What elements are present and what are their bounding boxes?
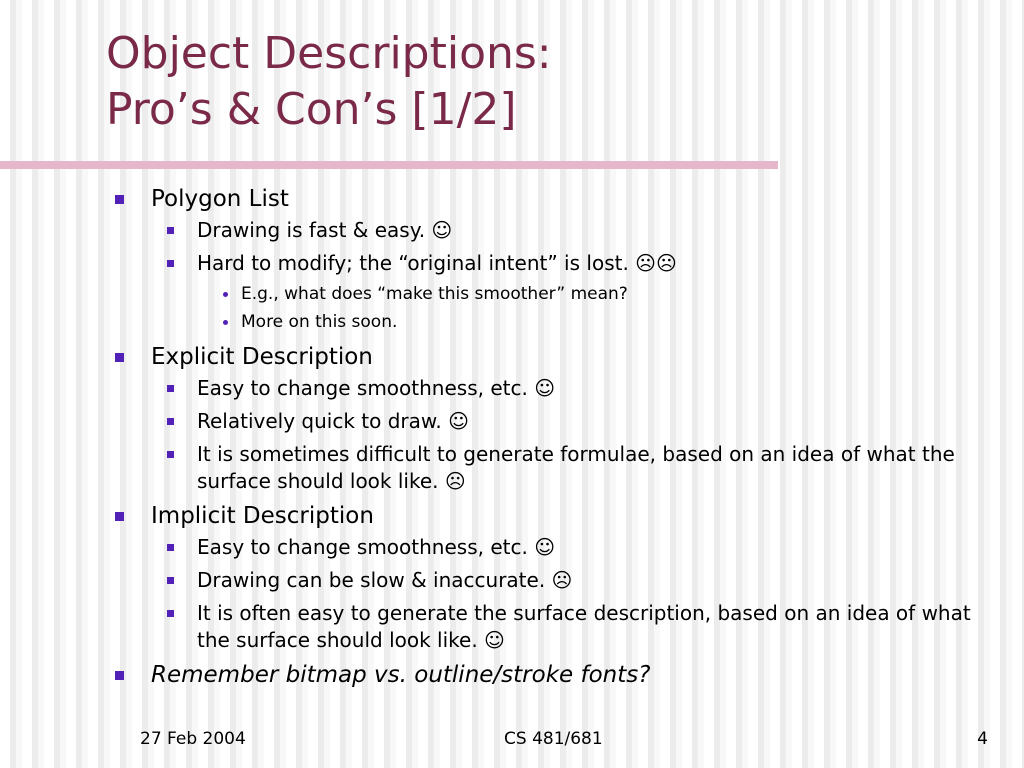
sub-bullet-text: Hard to modify; the “original intent” is lost. ☹☹ xyxy=(197,251,677,275)
sub-sub-bullet-text: E.g., what does “make this smoother” mean? xyxy=(241,284,628,304)
sub-bullet-text: Relatively quick to draw. ☺ xyxy=(197,409,469,433)
square-bullet-icon xyxy=(167,227,174,234)
sub-bullet xyxy=(108,441,998,495)
sub-bullet xyxy=(108,567,998,594)
sub-bullet xyxy=(108,217,998,244)
sub-bullet-text: Drawing can be slow & inaccurate. ☹ xyxy=(197,568,573,592)
bullet-list xyxy=(108,184,998,693)
bullet-text: Implicit Description xyxy=(151,503,374,529)
bullet-implicit-description xyxy=(108,501,998,531)
dot-bullet-icon xyxy=(223,320,228,325)
square-bullet-icon xyxy=(167,385,174,392)
title-divider xyxy=(0,161,778,169)
sub-bullet-text: It is often easy to generate the surface description, based on an idea of what the surface should look like. ☺ xyxy=(197,601,971,652)
footer-page-number: 4 xyxy=(977,729,988,749)
sub-bullet xyxy=(108,534,998,561)
bullet-explicit-description xyxy=(108,342,998,372)
sub-bullet xyxy=(108,375,998,402)
square-bullet-icon xyxy=(167,451,174,458)
sub-sub-bullet-text: More on this soon. xyxy=(241,312,398,332)
bullet-text: Remember bitmap vs. outline/stroke fonts? xyxy=(151,662,651,688)
footer-course: CS 481/681 xyxy=(504,729,603,749)
sub-sub-bullet xyxy=(108,283,998,305)
bullet-text: Explicit Description xyxy=(151,344,373,370)
sub-bullet-text: It is sometimes difficult to generate formulae, based on an idea of what the surface should look like. ☹ xyxy=(197,442,955,493)
square-bullet-icon xyxy=(167,544,174,551)
square-bullet-icon xyxy=(115,671,124,680)
square-bullet-icon xyxy=(167,577,174,584)
sub-sub-bullet xyxy=(108,311,998,333)
bullet-text: Polygon List xyxy=(151,186,289,212)
square-bullet-icon xyxy=(115,353,124,362)
sub-bullet xyxy=(108,600,998,654)
slide-title xyxy=(106,26,986,138)
square-bullet-icon xyxy=(115,512,124,521)
sub-bullet-text: Easy to change smoothness, etc. ☺ xyxy=(197,376,556,400)
bullet-polygon-list xyxy=(108,184,998,214)
sub-bullet xyxy=(108,408,998,435)
dot-bullet-icon xyxy=(223,292,228,297)
sub-bullet-text: Drawing is fast & easy. ☺ xyxy=(197,218,453,242)
square-bullet-icon xyxy=(167,610,174,617)
sub-bullet xyxy=(108,250,998,277)
sub-bullet-text: Easy to change smoothness, etc. ☺ xyxy=(197,535,556,559)
slide-title-line-2: Pro’s & Con’s [1/2] xyxy=(106,84,517,135)
footer-date: 27 Feb 2004 xyxy=(140,729,246,749)
square-bullet-icon xyxy=(115,195,124,204)
slide-title-line-1: Object Descriptions: xyxy=(106,28,552,79)
square-bullet-icon xyxy=(167,260,174,267)
bullet-closing-question xyxy=(108,660,998,690)
square-bullet-icon xyxy=(167,418,174,425)
